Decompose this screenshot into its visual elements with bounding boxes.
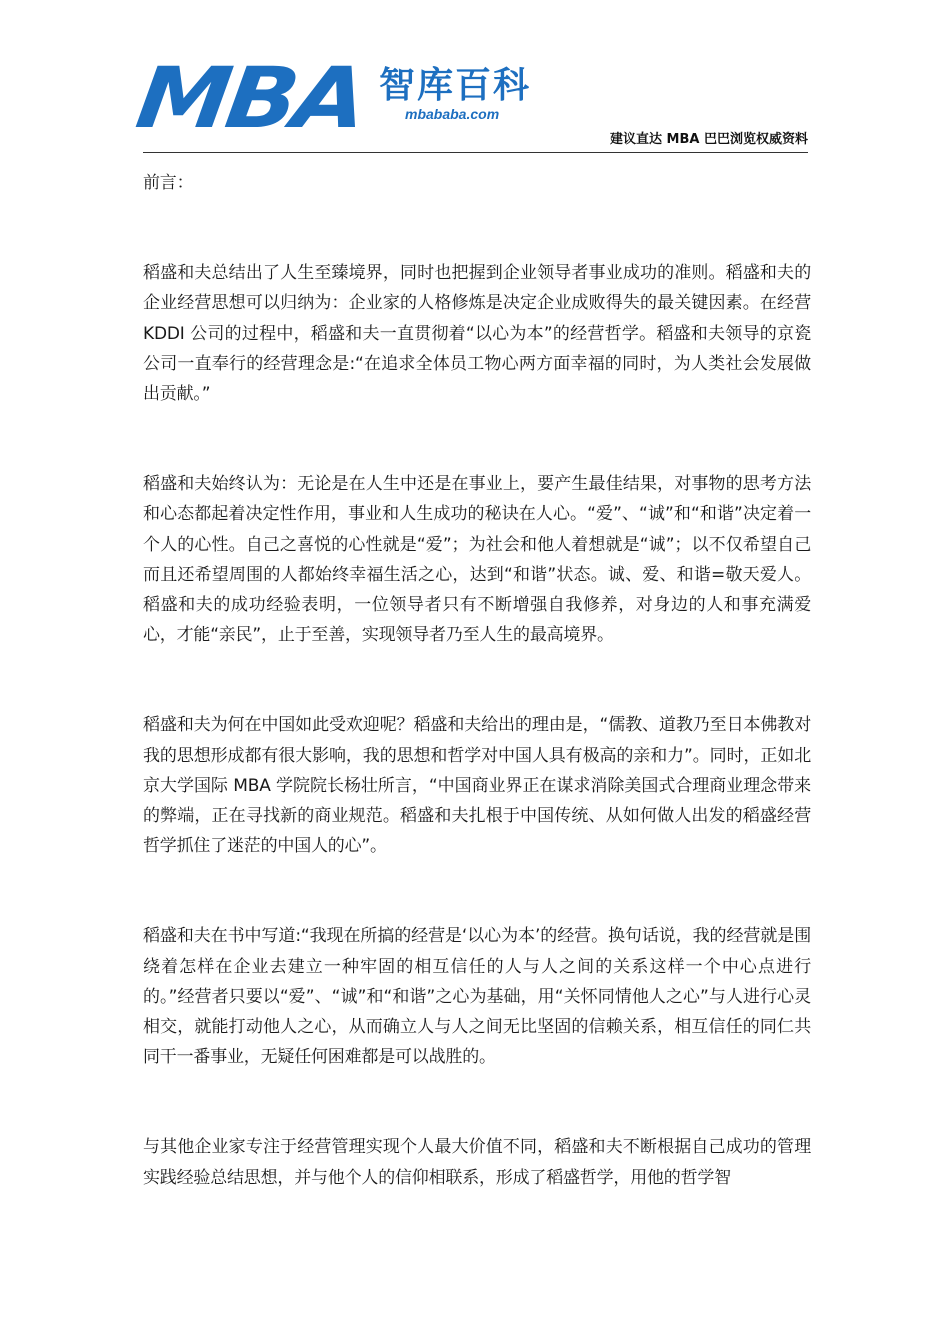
paragraph-4: 稻盛和夫在书中写道:“我现在所搞的经营是‘以心为本’的经营。换句话说，我的经营就是围绕着怎样在企业去建立一种牢固的相互信任的人与人之间的关系这样一个中心点进行的。”经营者只要以“爱”、“诚”和“和谐”之心为基础，用“关怀同情他人之心”与人进行心灵相交，就能打动他人之心，从而确立人与人之间无比坚固的信赖关系，相互信任的同仁共同干一番事业，无疑任何困难都是可以战胜的。 xyxy=(143,926,811,1068)
paragraph-3: 稻盛和夫为何在中国如此受欢迎呢？稻盛和夫给出的理由是，“儒教、道教乃至日本佛教对我的思想形成都有很大影响，我的思想和哲学对中国人具有极高的亲和力”。同时，正如北京大学国际 MBA 学院院长杨壮所言，“中国商业界正在谋求消除美国式合理商业理念带来的弊端，正在寻找新的商业规范。稻盛和夫扎根于中国传统、从如何做人出发的稻盛经营哲学抓住了迷茫的中国人的心”。 xyxy=(143,715,811,857)
preface-heading: 前言： xyxy=(143,173,194,193)
logo-domain-text: mbababa.com xyxy=(405,106,500,122)
header-divider xyxy=(143,152,808,153)
mba-logo xyxy=(130,49,533,147)
paragraph-2: 稻盛和夫始终认为：无论是在人生中还是在事业上，要产生最佳结果，对事物的思考方法和心态都起着决定性作用，事业和人生成功的秘诀在人心。“爱”、“诚”和“和谐”决定着一个人的心性。自己之喜悦的心性就是“爱”；为社会和他人着想就是“诚”；以不仅希望自己而且还希望周围的人都始终幸福生活之心，达到“和谐”状态。诚、爱、和谐=敬天爱人。稻盛和夫的成功经验表明，一位领导者只有不断增强自我修养，对身边的人和事充满爱心，才能“亲民”，止于至善，实现领导者乃至人生的最高境界。 xyxy=(143,474,811,646)
logo-mba-text: MBA xyxy=(130,49,370,147)
header-tagline: 建议直达 MBA 巴巴浏览权威资料 xyxy=(610,132,808,147)
document-body xyxy=(143,168,811,1253)
paragraph-5: 与其他企业家专注于经营管理实现个人最大价值不同，稻盛和夫不断根据自己成功的管理实践经验总结思想，并与他个人的信仰相联系，形成了稻盛哲学，用他的哲学智 xyxy=(143,1137,811,1188)
paragraph-1: 稻盛和夫总结出了人生至臻境界，同时也把握到企业领导者事业成功的准则。稻盛和夫的企业经营思想可以归纳为：企业家的人格修炼是决定企业成败得失的最关键因素。在经营 KDDI 公司的过程中，稻盛和夫一直贯彻着“以心为本”的经营哲学。稻盛和夫领导的京瓷公司一直奉行的经营理念是:“在追求全体员工物心两方面幸福的同时，为人类社会发展做出贡献。” xyxy=(143,263,811,405)
logo-chinese-text: 智库百科 xyxy=(379,65,532,106)
